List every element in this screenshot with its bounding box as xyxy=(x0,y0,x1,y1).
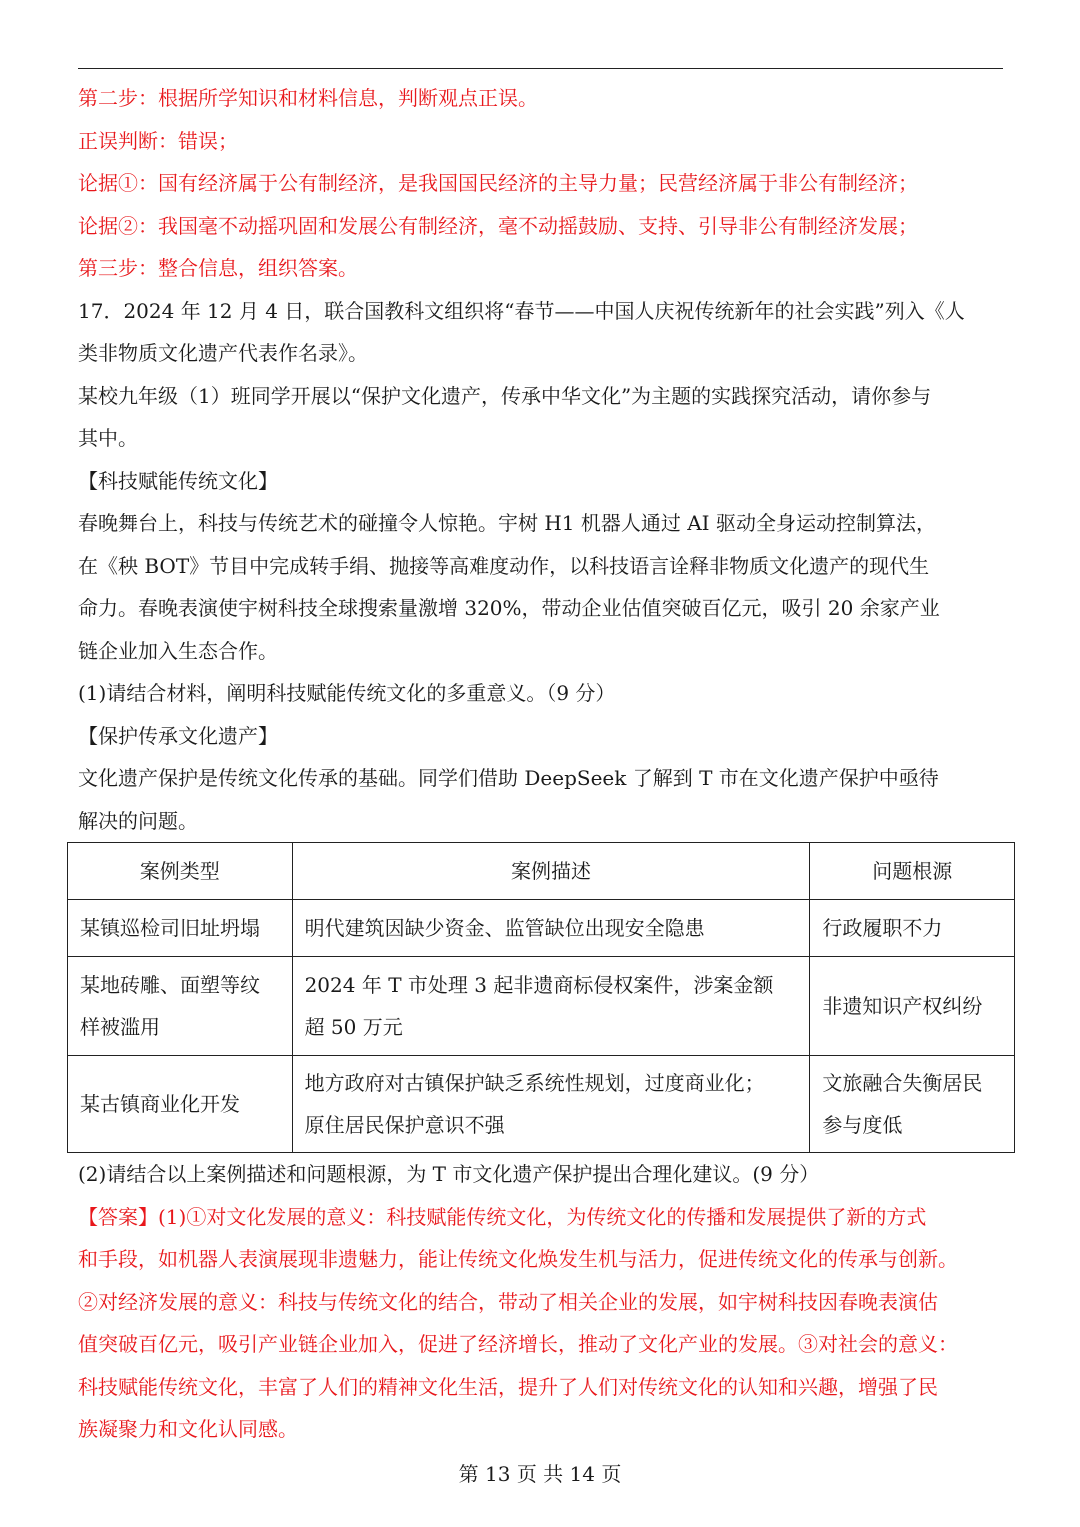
header-rule xyxy=(78,68,1003,69)
answer-tag: 【答案】 xyxy=(78,1204,158,1229)
cell-text: 明代建筑因缺少资金、监管缺位出现安全隐患 xyxy=(304,916,705,940)
table-row xyxy=(68,957,1015,1056)
cell-text: 非遗知识产权纠纷 xyxy=(822,994,983,1018)
page-content xyxy=(78,77,1008,1451)
answer-text: (1)①对文化发展的意义：科技赋能传统文化，为传统文化的传播和发展提供了新的方式 xyxy=(158,1204,927,1229)
table-cell-root xyxy=(810,1056,1015,1153)
table-header-cell: 问题根源 xyxy=(810,843,1015,900)
intro-line: 其中。 xyxy=(78,426,138,450)
cell-text: 地方政府对古镇保护缺乏系统性规划，过度商业化； xyxy=(304,1071,765,1095)
question2-line: (2)请结合以上案例描述和问题根源，为 T 市文化遗产保护提出合理化建议。(9 分） xyxy=(78,1162,820,1186)
material1-line: 在《秧 BOT》节目中完成转手绢、抛接等高难度动作，以科技语言诠释非物质文化遗产的现代生 xyxy=(78,553,930,578)
answer-line xyxy=(78,1196,1008,1239)
section-title-heritage: 【保护传承文化遗产】 xyxy=(78,723,278,748)
answer-line: 族凝聚力和文化认同感。 xyxy=(78,1417,298,1441)
material2-line: 解决的问题。 xyxy=(78,808,198,833)
page-footer: 第 13 页 共 14 页 xyxy=(458,1462,622,1486)
answer-line: 和手段，如机器人表演展现非遗魅力，能让传统文化焕发生机与活力，促进传统文化的传承与创新。 xyxy=(78,1247,958,1271)
table-cell-root xyxy=(810,957,1015,1056)
material1-line: 春晚舞台上，科技与传统艺术的碰撞令人惊艳。宇树 H1 机器人通过 AI 驱动全身运动控制算法， xyxy=(78,511,936,535)
material1-line: 命力。春晚表演使宇树科技全球搜索量激增 320%，带动企业估值突破百亿元，吸引 20 余家产业 xyxy=(78,596,940,620)
step2-line: 第二步：根据所学知识和材料信息，判断观点正误。 xyxy=(78,86,538,110)
judgement-line: 正误判断：错误； xyxy=(78,128,238,153)
table-header-row xyxy=(68,843,1015,900)
cell-text: 文旅融合失衡居民 xyxy=(822,1071,983,1095)
table-header-cell: 案例描述 xyxy=(292,843,810,900)
table-header-cell: 案例类型 xyxy=(68,843,293,900)
table-cell-type xyxy=(68,957,293,1056)
question17-line: 类非物质文化遗产代表作名录》。 xyxy=(78,341,368,365)
cell-text: 某地砖雕、面塑等纹 xyxy=(80,973,260,997)
cell-text: 超 50 万元 xyxy=(304,1015,403,1039)
case-table xyxy=(67,842,1015,1153)
table-cell-type xyxy=(68,1056,293,1153)
material1-line: 链企业加入生态合作。 xyxy=(78,638,278,663)
table-cell-desc xyxy=(292,1056,810,1153)
cell-text: 样被滥用 xyxy=(80,1015,160,1039)
cell-text: 参与度低 xyxy=(822,1113,903,1137)
cell-text: 2024 年 T 市处理 3 起非遗商标侵权案件，涉案金额 xyxy=(304,973,774,997)
step3-line: 第三步：整合信息，组织答案。 xyxy=(78,256,358,280)
table-row xyxy=(68,900,1015,957)
cell-text: 原住居民保护意识不强 xyxy=(304,1113,505,1137)
question17-line: 17．2024 年 12 月 4 日，联合国教科文组织将“春节——中国人庆祝传统新年的社会实践”列入《人 xyxy=(78,298,965,323)
question1-line: (1)请结合材料，阐明科技赋能传统文化的多重意义。（9 分） xyxy=(78,681,616,705)
answer-line: 值突破百亿元，吸引产业链企业加入，促进了经济增长，推动了文化产业的发展。③对社会的意义： xyxy=(78,1332,958,1356)
table-cell-type xyxy=(68,900,293,957)
table-cell-desc xyxy=(292,957,810,1056)
basis1-line: 论据①：国有经济属于公有制经济，是我国国民经济的主导力量；民营经济属于非公有制经济； xyxy=(78,171,918,195)
intro-line: 某校九年级（1）班同学开展以“保护文化遗产，传承中华文化”为主题的实践探究活动，请你参与 xyxy=(78,383,932,408)
section-title-tech: 【科技赋能传统文化】 xyxy=(78,468,278,493)
table-cell-desc xyxy=(292,900,810,957)
basis2-line: 论据②：我国毫不动摇巩固和发展公有制经济，毫不动摇鼓励、支持、引导非公有制经济发展； xyxy=(78,213,918,238)
cell-text: 某古镇商业化开发 xyxy=(80,1092,240,1116)
answer-line: 科技赋能传统文化，丰富了人们的精神文化生活，提升了人们对传统文化的认知和兴趣，增强了民 xyxy=(78,1374,938,1399)
table-cell-root xyxy=(810,900,1015,957)
answer-line: ②对经济发展的意义：科技与传统文化的结合，带动了相关企业的发展，如宇树科技因春晚表演估 xyxy=(78,1289,938,1314)
material2-line: 文化遗产保护是传统文化传承的基础。同学们借助 DeepSeek 了解到 T 市在文化遗产保护中亟待 xyxy=(78,766,939,790)
table-row xyxy=(68,1056,1015,1153)
cell-text: 某镇巡检司旧址坍塌 xyxy=(80,916,260,940)
cell-text: 行政履职不力 xyxy=(822,916,943,940)
